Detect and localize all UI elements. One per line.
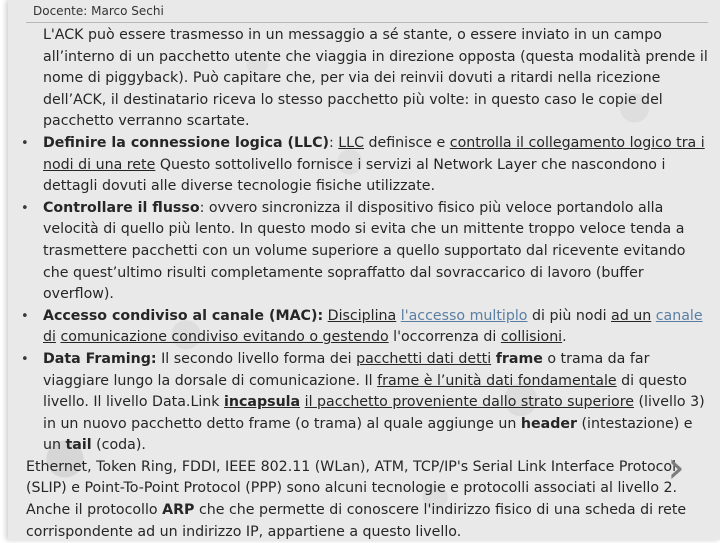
canale-link[interactable]: canale [655, 307, 703, 324]
underlined-text: pacchetti dati detti [356, 350, 492, 367]
bullet-dot-icon: • [21, 351, 29, 367]
collisioni-link[interactable]: collisioni [500, 329, 563, 346]
bold-term: tail [65, 437, 92, 454]
disciplina-link[interactable]: Disciplina [327, 307, 397, 324]
underlined-text: frame [377, 372, 420, 389]
bullet-dot-icon: • [21, 135, 29, 151]
bold-term: ARP [162, 502, 195, 519]
bullet-data-framing: • Data Framing: Il secondo livello forma dei pacchetti dati detti frame o trama da far viaggiare lungo la dorsale di comunicazione. Il frame è l’unità dati fondamentale di questo livello. Il livello Data.Link incapsula il pacchetto proveniente dallo strato superiore (livello 3) in un nuovo pacchetto detto frame (o trama) al quale aggiunge un header (intestazione) e un tail (coda). [21, 350, 705, 454]
bold-term: frame [495, 350, 543, 367]
underlined-text: è l’unità dati fondamentale [419, 372, 617, 389]
bullet-flow-control: • Controllare il flusso: ovvero sincronizza il dispositivo fisico più veloce portandolo alla velocità di quello più lento. In questo modo si evita che un mittente troppo veloce tenda a trasmettere pacchetti con un volume superiore a quello supportato dal ricevente evitando che quest’ultimo risulti completamente sopraffatto dal sovraccarico di lavoro (buffer overflow). [21, 199, 686, 303]
underlined-text: il pacchetto proveniente dallo strato superiore [304, 394, 634, 411]
intro-paragraph: L'ACK può essere trasmesso in un messaggio a sé stante, o essere inviato in un campo all’interno di un pacchetto utente che viaggia in direzione opposta (questa modalità prende il nome di piggyback). Può capitare che, per via dei reinvii dovuti a ritardi nella ricezione dell’ACK, il destinatario riceva lo stesso pacchetto più volte: in questo caso le copie del pacchetto verranno scartate. [43, 27, 708, 130]
slide-content [21, 25, 712, 543]
bullet-dot-icon: • [21, 308, 29, 324]
next-slide-chevron-icon[interactable]: › [667, 442, 685, 493]
underlined-text: di [43, 329, 56, 346]
bullet-llc: • Definire la connessione logica (LLC): LLC definisce e controlla il collegamento logico tra i nodi di una rete Questo sottolivello fornisce i servizi al Network Layer che nascondono i dettagli dovuti alle diverse tecnologie fisiche utilizzate. [21, 134, 705, 195]
bullet-title: Accesso condiviso al canale (MAC): [43, 307, 324, 324]
bold-term: header [520, 415, 577, 432]
header-divider [26, 22, 708, 23]
bullet-title: Data Framing: [43, 350, 157, 367]
footer-paragraph: Ethernet, Token Ring, FDDI, IEEE 802.11 (WLan), ATM, TCP/IP's Serial Link Interface Protocol (SLIP) e Point-To-Point Protocol (PPP) sono alcuni tecnologie e protocolli associati al livello 2. Anche il protocollo ARP che che permette di conoscere l'indirizzo fisico di una scheda di rete corrispondente ad un indirizzo IP, appartiene a questo livello. [26, 458, 687, 540]
accesso-multiplo-link[interactable]: l'accesso multiplo [400, 307, 528, 324]
bullet-title: Controllare il flusso [43, 199, 200, 216]
bullet-title: Definire la connessione logica (LLC) [43, 134, 329, 151]
bold-term: incapsula [224, 394, 301, 411]
underlined-text: ad un [611, 307, 652, 324]
underlined-text: controlla il collegamento logico tra i nodi di una rete [43, 134, 705, 173]
author-header: Docente: Marco Sechi [33, 4, 164, 18]
bullet-mac: • Accesso condiviso al canale (MAC): Disciplina l'accesso multiplo di più nodi ad un canale di comunicazione condiviso evitando o gestendo l'occorrenza di collisioni. [21, 307, 703, 346]
bullet-dot-icon: • [21, 200, 29, 216]
underlined-text: comunicazione condiviso evitando o gestendo [60, 329, 389, 346]
llc-link[interactable]: LLC [338, 134, 364, 151]
